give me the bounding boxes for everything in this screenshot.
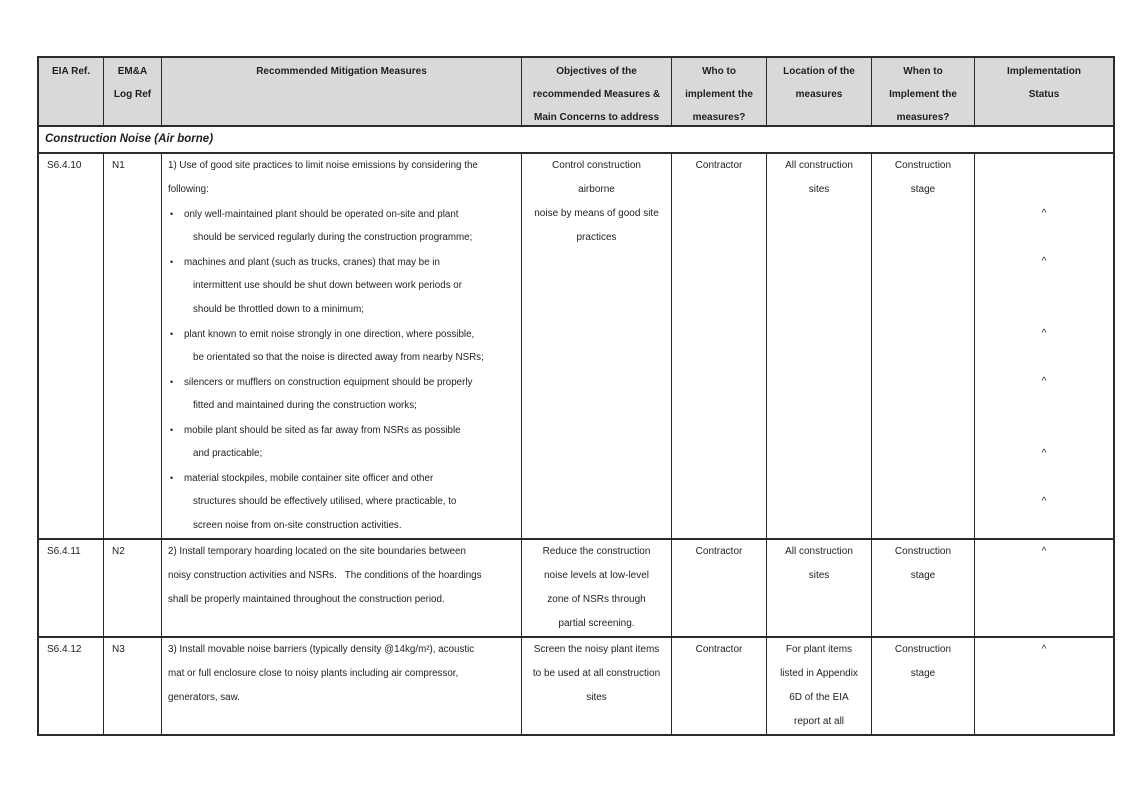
objective-text-line: Control construction xyxy=(552,160,641,171)
measure-text: machines and plant (such as trucks, cranes) that may be in xyxy=(184,257,440,268)
objective-text-line: to be used at all construction xyxy=(532,668,661,679)
status-line xyxy=(975,442,1113,466)
location-text-line: sites xyxy=(808,570,830,581)
header-text-line: Log Ref xyxy=(113,89,152,100)
header-eia-ref xyxy=(39,58,104,127)
location-text-line: All construction xyxy=(785,546,853,557)
location-text-line: For plant items xyxy=(785,644,853,655)
cell-implementation-status xyxy=(975,154,1113,540)
log-ref-text: N2 xyxy=(112,546,125,557)
cell-eia-ref xyxy=(39,638,104,734)
ema-table xyxy=(37,56,1115,736)
status-line xyxy=(975,662,1113,686)
cell-eia-ref xyxy=(39,540,104,638)
cell-when-to-implement xyxy=(872,154,975,540)
measure-text: mobile plant should be sited as far away from NSRs as possible xyxy=(184,425,461,436)
status-caret-mark: ^ xyxy=(1041,256,1047,267)
measure-text-line: mat or full enclosure close to noisy plants including air compressor, xyxy=(168,668,459,679)
measure-text-line: 1) Use of good site practices to limit noise emissions by considering the xyxy=(168,160,478,171)
measure-text-line: be orientated so that the noise is directed away from nearby NSRs; xyxy=(193,352,484,363)
cell-objectives xyxy=(522,540,672,638)
header-text-line: Status xyxy=(1028,89,1060,100)
status-line xyxy=(975,202,1113,226)
cell-objectives xyxy=(522,638,672,734)
header-text-line: measures? xyxy=(692,112,746,123)
header-when-to-implement xyxy=(872,58,975,127)
log-ref-text: N3 xyxy=(112,644,125,655)
when-text-line: stage xyxy=(910,668,936,679)
cell-mitigation-measures xyxy=(162,638,522,734)
cell-location-of-measures xyxy=(767,154,872,540)
header-text-line: implement the xyxy=(685,89,753,100)
status-line xyxy=(975,394,1113,418)
measure-text-line: noisy construction activities and NSRs. The conditions of the hoardings xyxy=(168,570,482,581)
measure-text-line: following: xyxy=(168,184,209,195)
status-line xyxy=(975,710,1113,734)
cell-eia-ref xyxy=(39,154,104,540)
location-text-line: All construction xyxy=(785,160,853,171)
who-text-line: Contractor xyxy=(695,644,743,655)
header-text-line: EIA Ref. xyxy=(52,66,90,77)
header-mitigation-measures xyxy=(162,58,522,127)
ema-table-grid xyxy=(39,58,1113,734)
status-caret-mark: ^ xyxy=(1041,496,1047,507)
location-text-line: listed in Appendix xyxy=(780,668,858,679)
measure-text: plant known to emit noise strongly in one direction, where possible, xyxy=(184,329,475,340)
who-text-line: Contractor xyxy=(695,546,743,557)
location-text-line: report at all xyxy=(793,716,845,727)
header-text-line: measures xyxy=(795,89,843,100)
status-caret-mark: ^ xyxy=(1041,546,1047,557)
objective-text-line: airborne xyxy=(578,184,615,195)
header-who-to-implement xyxy=(672,58,767,127)
measure-text-line: shall be properly maintained throughout the construction period. xyxy=(168,594,445,605)
status-line xyxy=(975,226,1113,250)
measure-text-line: and practicable; xyxy=(193,448,263,459)
measure-bullet-line xyxy=(162,466,521,490)
header-text-line: Implementation xyxy=(1007,66,1081,77)
header-implementation-status xyxy=(975,58,1113,127)
objective-text-line: Reduce the construction xyxy=(542,546,651,557)
status-line xyxy=(975,418,1113,442)
status-caret-mark: ^ xyxy=(1041,208,1047,219)
status-caret-mark: ^ xyxy=(1041,376,1047,387)
cell-ema-log-ref xyxy=(104,154,162,540)
status-line xyxy=(975,612,1113,636)
objective-text-line: sites xyxy=(586,692,607,703)
cell-who-to-implement xyxy=(672,540,767,638)
header-ema-log-ref xyxy=(104,58,162,127)
measure-text: silencers or mufflers on construction equipment should be properly xyxy=(184,377,473,388)
measure-text: only well-maintained plant should be operated on-site and plant xyxy=(184,209,459,220)
location-text-line: 6D of the EIA xyxy=(789,692,849,703)
objective-text-line: zone of NSRs through xyxy=(547,594,646,605)
status-line xyxy=(975,250,1113,274)
status-line xyxy=(975,154,1113,178)
objective-text-line: practices xyxy=(576,232,617,243)
bullet-glyph: • xyxy=(170,425,174,435)
measure-text-line: generators, saw. xyxy=(168,692,240,703)
cell-when-to-implement xyxy=(872,540,975,638)
bullet-glyph: • xyxy=(170,257,174,267)
header-text-line: recommended Measures & xyxy=(532,89,661,100)
bullet-glyph: • xyxy=(170,473,174,483)
status-line xyxy=(975,540,1113,564)
when-text-line: Construction xyxy=(894,160,952,171)
bullet-glyph: • xyxy=(170,377,174,387)
when-text-line: Construction xyxy=(894,546,952,557)
header-text-line: Implement the xyxy=(889,89,957,100)
objective-text-line: partial screening. xyxy=(558,618,635,629)
header-objectives xyxy=(522,58,672,127)
header-text-line: Main Concerns to address xyxy=(533,112,660,123)
status-line xyxy=(975,322,1113,346)
cell-ema-log-ref xyxy=(104,638,162,734)
log-ref-text: N1 xyxy=(112,160,125,171)
measure-bullet-line xyxy=(162,250,521,274)
cell-objectives xyxy=(522,154,672,540)
measure-text-line: should be throttled down to a minimum; xyxy=(193,304,364,315)
measure-text-line: should be serviced regularly during the construction programme; xyxy=(193,232,473,243)
bullet-glyph: • xyxy=(170,329,174,339)
measure-text: material stockpiles, mobile container site officer and other xyxy=(184,473,434,484)
header-text-line: EM&A xyxy=(117,66,148,77)
cell-implementation-status xyxy=(975,638,1113,734)
header-text-line: measures? xyxy=(896,112,950,123)
bullet-glyph: • xyxy=(170,209,174,219)
objective-text-line: noise by means of good site xyxy=(534,208,659,219)
cell-when-to-implement xyxy=(872,638,975,734)
header-text-line: Who to xyxy=(702,66,736,77)
cell-location-of-measures xyxy=(767,540,872,638)
when-text-line: stage xyxy=(910,184,936,195)
status-line xyxy=(975,686,1113,710)
cell-implementation-status xyxy=(975,540,1113,638)
header-text-line: Objectives of the xyxy=(556,66,637,77)
who-text-line: Contractor xyxy=(695,160,743,171)
status-caret-mark: ^ xyxy=(1041,644,1047,655)
measure-text-line: 3) Install movable noise barriers (typically density @14kg/m²), acoustic xyxy=(168,644,475,655)
measure-bullet-line xyxy=(162,322,521,346)
status-line xyxy=(975,466,1113,490)
measure-text-line: 2) Install temporary hoarding located on the site boundaries between xyxy=(168,546,466,557)
cell-ema-log-ref xyxy=(104,540,162,638)
status-line xyxy=(975,370,1113,394)
status-line xyxy=(975,588,1113,612)
measure-text-line: intermittent use should be shut down between work periods or xyxy=(193,280,463,291)
status-line xyxy=(975,346,1113,370)
status-line xyxy=(975,638,1113,662)
measure-text-line: screen noise from on-site construction activities. xyxy=(193,520,402,531)
measure-text-line: fitted and maintained during the construction works; xyxy=(193,400,417,411)
when-text-line: stage xyxy=(910,570,936,581)
header-text-line: When to xyxy=(903,66,943,77)
status-line xyxy=(975,514,1113,538)
status-line xyxy=(975,178,1113,202)
cell-location-of-measures xyxy=(767,638,872,734)
location-text-line: sites xyxy=(808,184,830,195)
cell-who-to-implement xyxy=(672,154,767,540)
cell-who-to-implement xyxy=(672,638,767,734)
status-caret-mark: ^ xyxy=(1041,448,1047,459)
status-line xyxy=(975,564,1113,588)
measure-bullet-line xyxy=(162,202,521,226)
measure-bullet-line xyxy=(162,370,521,394)
status-line xyxy=(975,490,1113,514)
measure-bullet-line xyxy=(162,418,521,442)
header-location-of-measures xyxy=(767,58,872,127)
section-title-row xyxy=(39,127,1113,154)
eia-ref-text: S6.4.10 xyxy=(47,160,82,171)
objective-text-line: Screen the noisy plant items xyxy=(533,644,660,655)
measure-text-line: structures should be effectively utilised, where practicable, to xyxy=(193,496,457,507)
status-line xyxy=(975,298,1113,322)
objective-text-line: noise levels at low-level xyxy=(543,570,650,581)
header-text-line: Recommended Mitigation Measures xyxy=(256,66,427,77)
when-text-line: Construction xyxy=(894,644,952,655)
header-text-line: Location of the xyxy=(783,66,855,77)
status-line xyxy=(975,274,1113,298)
eia-ref-text: S6.4.12 xyxy=(47,644,82,655)
eia-ref-text: S6.4.11 xyxy=(47,546,81,557)
status-caret-mark: ^ xyxy=(1041,328,1047,339)
section-title: Construction Noise (Air borne) xyxy=(45,133,214,145)
cell-mitigation-measures xyxy=(162,540,522,638)
cell-mitigation-measures xyxy=(162,154,522,540)
